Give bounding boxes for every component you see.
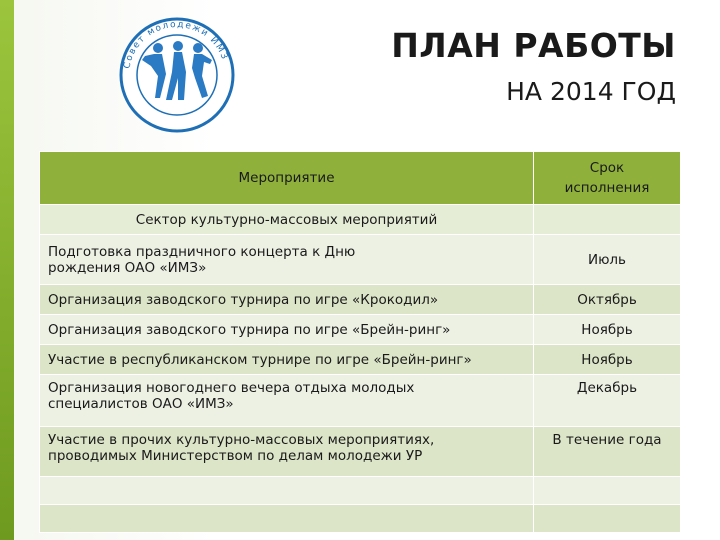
term-cell: Октябрь: [534, 285, 681, 315]
table-row: [40, 375, 681, 427]
page-title: ПЛАН РАБОТЫ: [391, 26, 676, 65]
table-row: [40, 315, 681, 345]
event-cell: Участие в республиканском турнире по игре «Брейн-ринг»: [40, 345, 534, 375]
youth-council-logo: [118, 16, 236, 134]
event-cell: Организация заводского турнира по игре «Брейн-ринг»: [40, 315, 534, 345]
event-cell: Организация заводского турнира по игре «Крокодил»: [40, 285, 534, 315]
event-cell: [40, 505, 534, 533]
table-row: [40, 235, 681, 285]
term-cell: В течение года: [534, 427, 681, 477]
page-subtitle: НА 2014 ГОД: [506, 77, 676, 106]
term-cell: [534, 505, 681, 533]
section-term-cell: [534, 205, 681, 235]
term-cell: [534, 477, 681, 505]
table-row: [40, 477, 681, 505]
term-cell: Ноябрь: [534, 315, 681, 345]
section-row: [40, 205, 681, 235]
event-cell: Организация новогоднего вечера отдыха молодых специалистов ОАО «ИМЗ»: [40, 375, 534, 427]
side-accent-bar: [0, 0, 14, 540]
column-header-event: Мероприятие: [40, 152, 534, 205]
event-cell: Подготовка праздничного концерта к Дню рождения ОАО «ИМЗ»: [40, 235, 534, 285]
section-title: Сектор культурно-массовых мероприятий: [40, 205, 534, 235]
term-cell: Декабрь: [534, 375, 681, 427]
table-header-row: [40, 152, 681, 205]
column-header-term-text: Срок исполнения: [564, 160, 650, 196]
column-header-term: [534, 152, 681, 205]
work-plan-table: [39, 151, 681, 533]
term-cell: Ноябрь: [534, 345, 681, 375]
table-row: [40, 285, 681, 315]
table-row: [40, 427, 681, 477]
logo-ring-text: Совет молодежи ИМЗ: [122, 19, 230, 70]
table-row: [40, 505, 681, 533]
event-cell: [40, 477, 534, 505]
event-cell: Участие в прочих культурно-массовых мероприятиях, проводимых Министерством по делам молодежи УР: [40, 427, 534, 477]
table-row: [40, 345, 681, 375]
term-cell: Июль: [534, 235, 681, 285]
